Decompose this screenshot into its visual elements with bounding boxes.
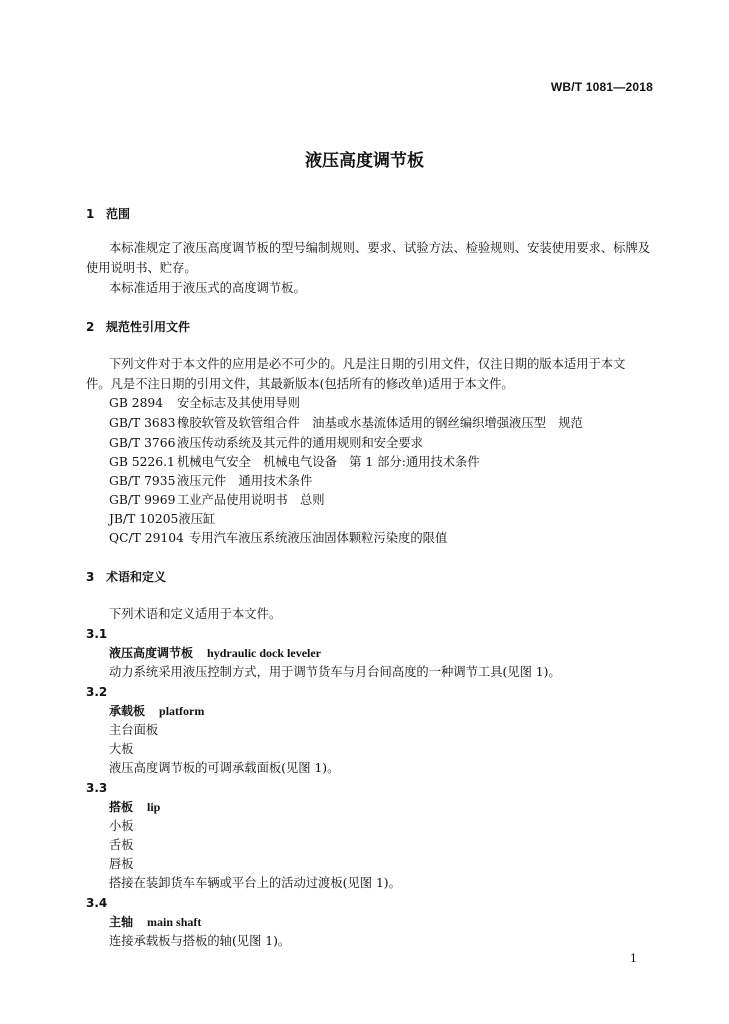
section-title: 范围 bbox=[106, 207, 131, 221]
reference-title: 机械电气安全 机械电气设备 第 1 部分:通用技术条件 bbox=[177, 455, 480, 469]
reference-code: GB/T 9969 bbox=[109, 493, 176, 507]
reference-code: JB/T 10205 bbox=[109, 512, 179, 526]
term-english: main shaft bbox=[147, 915, 202, 929]
page-title: 液压高度调节板 bbox=[305, 151, 424, 171]
term-number: 3.3 bbox=[86, 781, 108, 795]
reference-item bbox=[109, 530, 447, 546]
reference-item bbox=[109, 454, 480, 470]
term-synonym: 小板 bbox=[109, 819, 134, 833]
term-definition: 动力系统采用液压控制方式，用于调节货车与月台间高度的一种调节工具(见图 1)。 bbox=[109, 665, 561, 679]
reference-code: GB 2894 bbox=[109, 396, 164, 410]
section-1-heading bbox=[86, 206, 130, 222]
term-definition: 液压高度调节板的可调承载面板(见图 1)。 bbox=[109, 761, 340, 775]
term-synonym: 唇板 bbox=[109, 857, 134, 871]
section-1-paragraph-2: 本标准适用于液压式的高度调节板。 bbox=[109, 281, 306, 295]
term-heading bbox=[109, 703, 204, 719]
reference-title: 橡胶软管及软管组合件 油基或水基流体适用的钢丝编织增强液压型 规范 bbox=[177, 416, 583, 430]
term-synonym: 大板 bbox=[109, 742, 134, 756]
reference-title: 工业产品使用说明书 总则 bbox=[177, 493, 325, 507]
term-number: 3.1 bbox=[86, 627, 108, 641]
term-synonym: 主台面板 bbox=[109, 723, 159, 737]
document-code: WB/T 1081—2018 bbox=[550, 80, 653, 94]
reference-code: GB 5226.1 bbox=[109, 455, 175, 469]
term-number: 3.4 bbox=[86, 896, 108, 910]
term-heading bbox=[109, 799, 160, 815]
section-number: 1 bbox=[86, 207, 95, 221]
page-number: 1 bbox=[630, 952, 637, 965]
term-definition: 连接承载板与搭板的轴(见图 1)。 bbox=[109, 934, 291, 948]
reference-item bbox=[109, 492, 325, 508]
section-1-paragraph-1-line-2: 使用说明书、贮存。 bbox=[86, 261, 197, 275]
section-3-heading bbox=[86, 569, 166, 585]
section-2-paragraph-line-1: 下列文件对于本文件的应用是必不可少的。凡是注日期的引用文件，仅注日期的版本适用于本文 bbox=[109, 357, 626, 371]
reference-item bbox=[109, 415, 583, 431]
term-number: 3.2 bbox=[86, 685, 108, 699]
reference-item bbox=[109, 473, 312, 489]
section-2-heading bbox=[86, 319, 190, 335]
reference-title: 专用汽车液压系统液压油固体颗粒污染度的限值 bbox=[189, 531, 448, 545]
reference-item bbox=[109, 395, 300, 411]
term-english: platform bbox=[159, 704, 205, 718]
reference-code: GB/T 3683 bbox=[109, 416, 176, 430]
section-title: 规范性引用文件 bbox=[106, 320, 191, 334]
term-chinese: 主轴 bbox=[109, 915, 134, 929]
reference-code: GB/T 3766 bbox=[109, 436, 176, 450]
term-chinese: 液压高度调节板 bbox=[109, 646, 194, 660]
reference-title: 液压传动系统及其元件的通用规则和安全要求 bbox=[177, 436, 423, 450]
section-number: 2 bbox=[86, 320, 95, 334]
term-english: lip bbox=[147, 800, 161, 814]
term-chinese: 承载板 bbox=[109, 704, 146, 718]
term-heading bbox=[109, 914, 201, 930]
reference-title: 安全标志及其使用导则 bbox=[177, 396, 300, 410]
section-2-paragraph-line-2: 件。凡是不注日期的引用文件，其最新版本(包括所有的修改单)适用于本文件。 bbox=[86, 377, 514, 391]
term-heading bbox=[109, 645, 321, 661]
term-chinese: 搭板 bbox=[109, 800, 134, 814]
reference-title: 液压元件 通用技术条件 bbox=[177, 474, 313, 488]
reference-item bbox=[109, 435, 423, 451]
reference-title: 液压缸 bbox=[178, 512, 216, 526]
term-synonym: 舌板 bbox=[109, 838, 134, 852]
section-title: 术语和定义 bbox=[106, 570, 167, 584]
reference-item bbox=[109, 511, 215, 527]
reference-code: QC/T 29104 bbox=[109, 531, 184, 545]
section-1-paragraph-1-line-1: 本标准规定了液压高度调节板的型号编制规则、要求、试验方法、检验规则、安装使用要求、标牌及 bbox=[109, 241, 651, 255]
section-3-intro: 下列术语和定义适用于本文件。 bbox=[109, 607, 282, 621]
reference-code: GB/T 7935 bbox=[109, 474, 176, 488]
term-definition: 搭接在装卸货车车辆或平台上的活动过渡板(见图 1)。 bbox=[109, 876, 401, 890]
section-number: 3 bbox=[86, 570, 95, 584]
term-english: hydraulic dock leveler bbox=[207, 646, 322, 660]
